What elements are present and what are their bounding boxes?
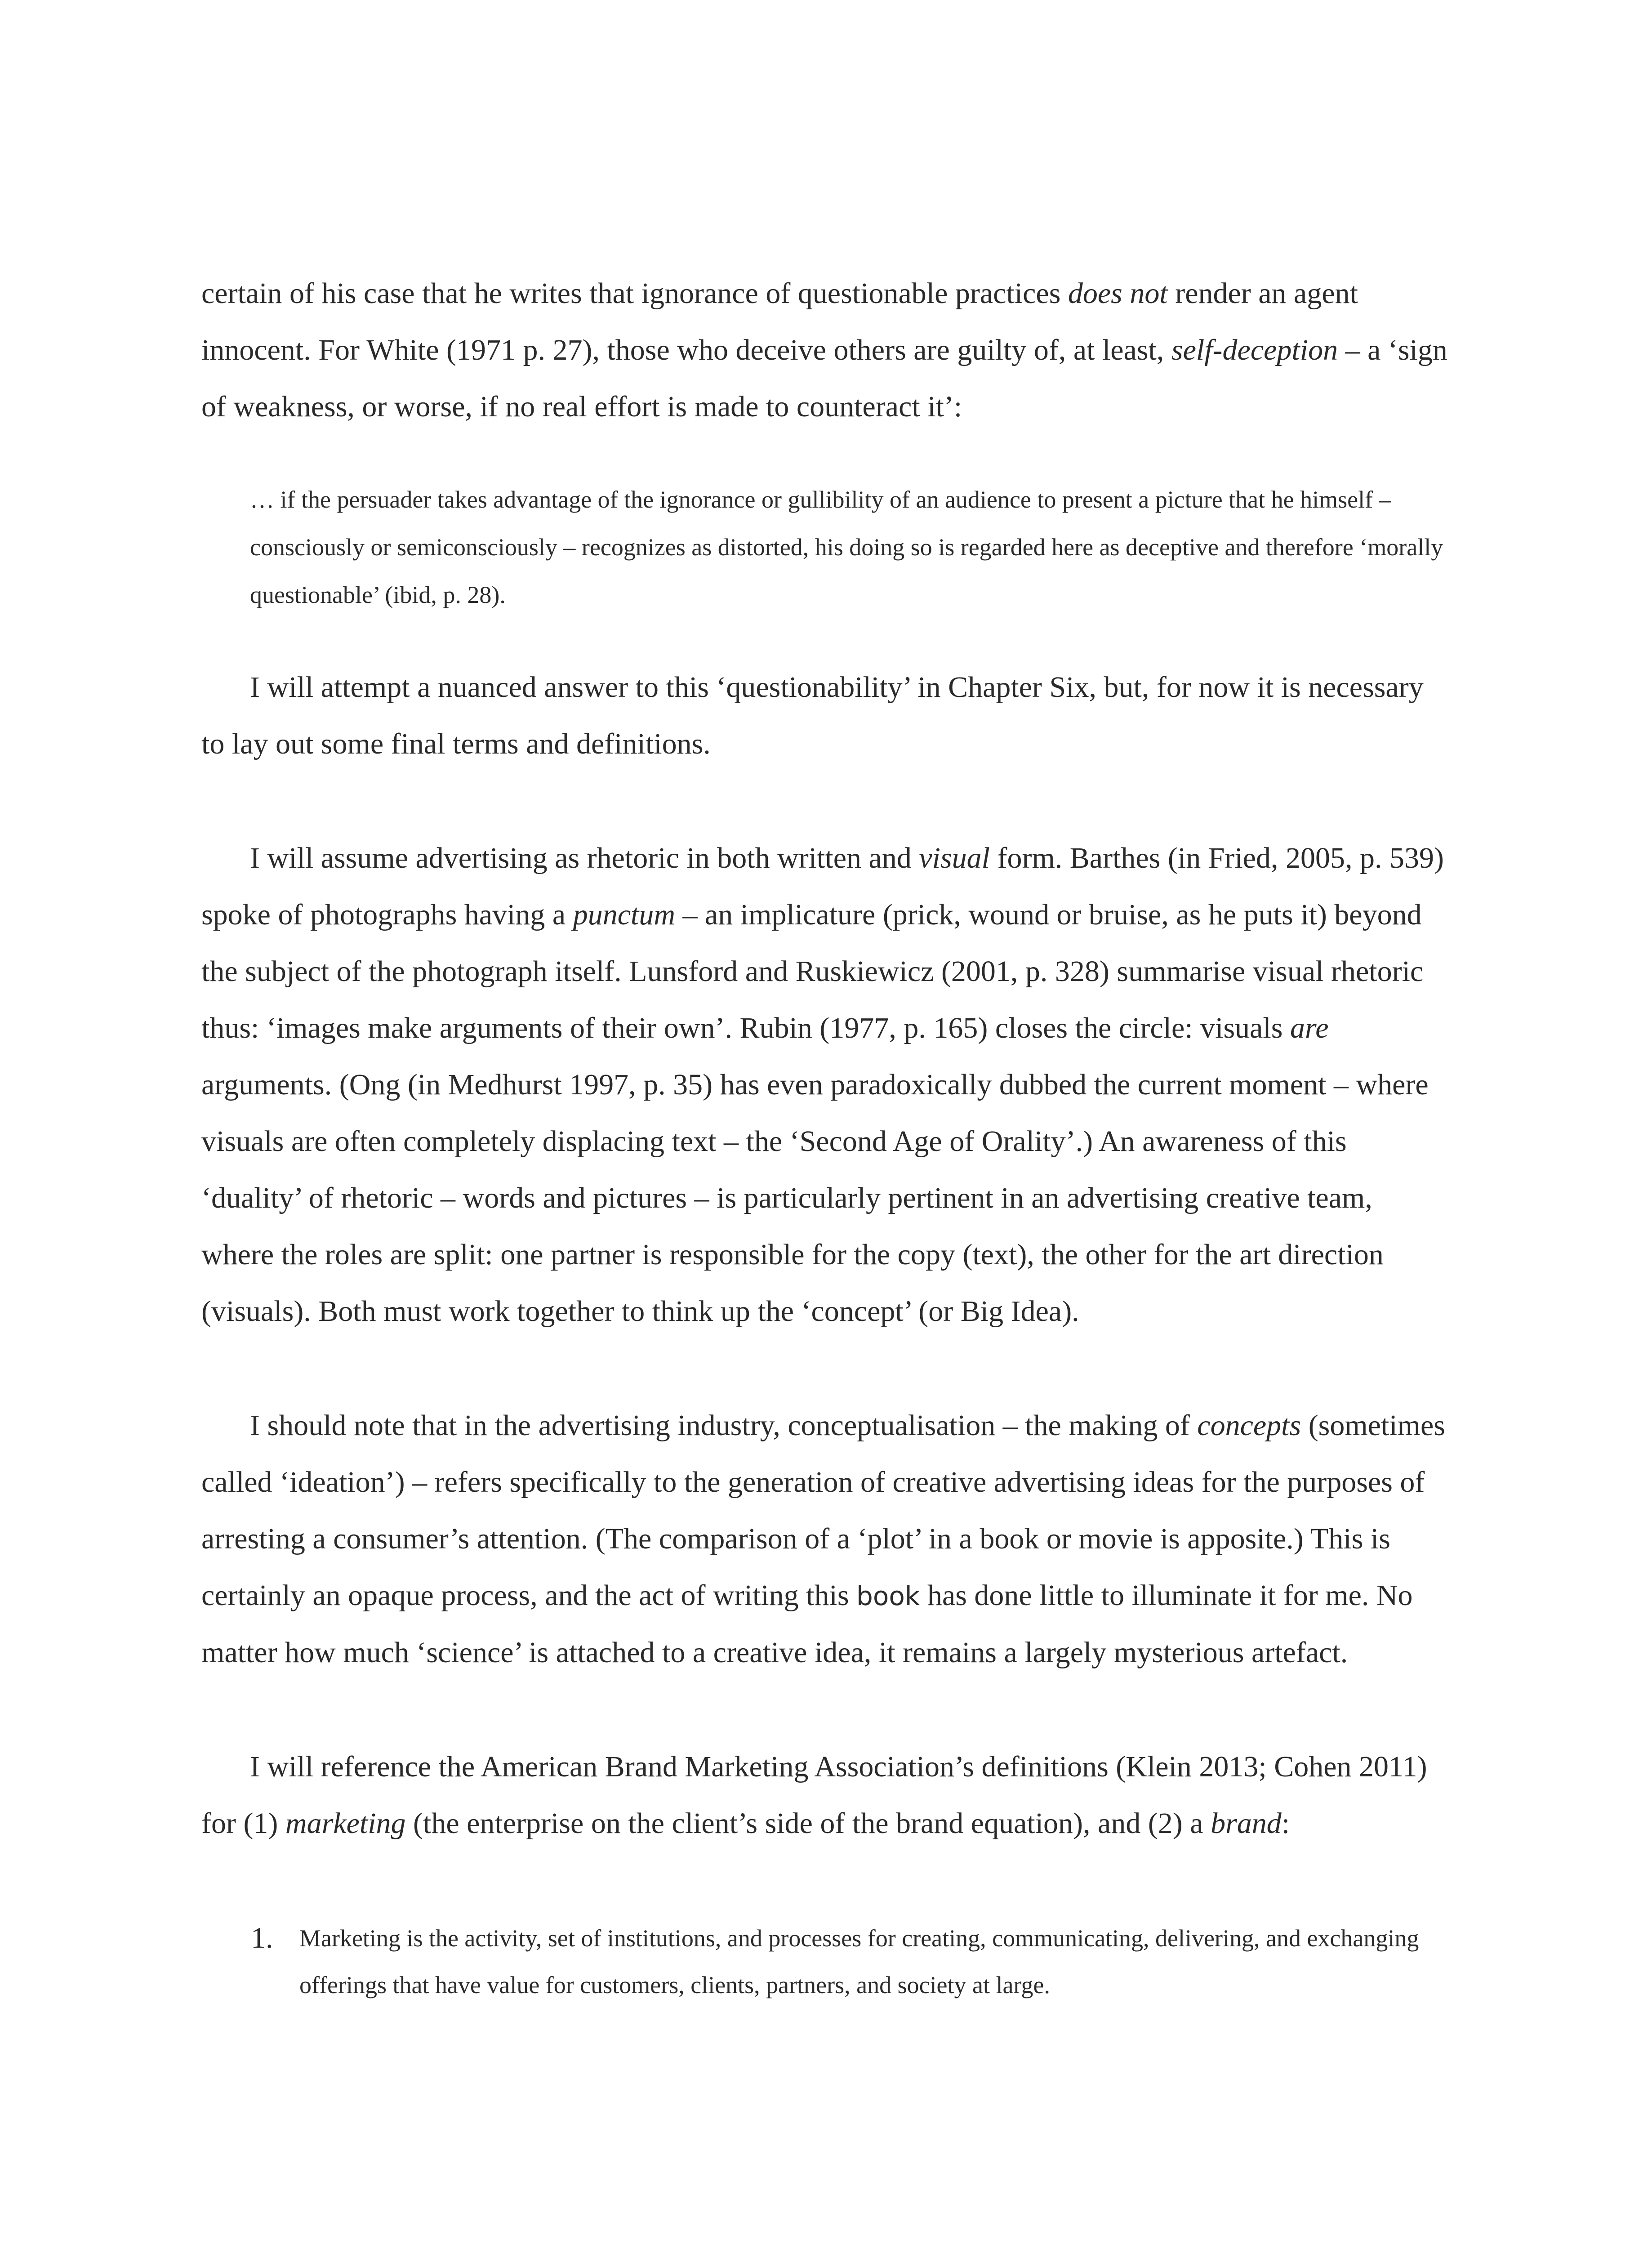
document-page xyxy=(201,265,1451,2008)
emphasis-punctum: punctum xyxy=(573,898,675,931)
paragraph-4-text-c: (sometimes called ‘ideation’) – refers specifically to the generation of creative advertising ideas for the purposes of arresting a consumer’s attention. (The comparison of a ‘plot’ in a book or movie is apposite.) This is certainly an opaque process, and the act of writing this xyxy=(201,1409,1445,1612)
paragraph-3-text-c: form. Barthes (in Fried, 2005, p. 539) spoke of photographs having a xyxy=(201,842,1444,931)
paragraph-4 xyxy=(201,1397,1451,1681)
paragraph-2: I will attempt a nuanced answer to this ‘questionability’ in Chapter Six, but, for now it is necessary to lay out some final terms and definitions. xyxy=(201,671,1424,760)
paragraph-3-text-e: – an implicature (prick, wound or bruise, as he puts it) beyond the subject of the photograph itself. Lunsford and Ruskiewicz (2001, p. 328) summarise visual rhetoric thus: ‘images make arguments of their own’. Rubin (1977, p. 165) closes the circle: visuals xyxy=(201,898,1424,1044)
list-item xyxy=(251,1915,1451,2008)
paragraph-1-text-c: render an agent innocent. For White (1971 p. 27), those who deceive others are guilty of, at least, xyxy=(201,277,1358,366)
paragraph-5-text-e: : xyxy=(1281,1807,1290,1840)
emphasis-self-deception: self-deception xyxy=(1171,334,1338,366)
emphasis-does-not: does not xyxy=(1068,277,1168,310)
paragraph-1-text-a: certain of his case that he writes that ignorance of questionable practices xyxy=(201,277,1068,310)
paragraph-5-text-a: I will reference the American Brand Marketing Association’s definitions (Klein 2013; Cohen 2011) for (1) xyxy=(201,1750,1427,1840)
paragraph-3 xyxy=(201,830,1451,1340)
list-item-number: 1. xyxy=(251,1922,273,1954)
emphasis-concepts: concepts xyxy=(1197,1409,1301,1442)
paragraph-4-text-a: I should note that in the advertising industry, conceptualisation – the making of xyxy=(250,1409,1198,1442)
paragraph-1 xyxy=(201,265,1451,435)
word-book: book xyxy=(856,1581,920,1611)
list-item-text: Marketing is the activity, set of institutions, and processes for creating, communicating, delivering, and exchanging offerings that have value for customers, clients, partners, and society at large. xyxy=(299,1925,1419,1998)
paragraph-1-text-e: – a ‘sign of weakness, or worse, if no real effort is made to counteract it’: xyxy=(201,334,1447,423)
emphasis-brand: brand xyxy=(1211,1807,1282,1840)
paragraph-5-text-c: (the enterprise on the client’s side of the brand equation), and (2) a xyxy=(405,1807,1211,1840)
emphasis-are: are xyxy=(1290,1012,1329,1044)
paragraph-3-text-a: I will assume advertising as rhetoric in both written and xyxy=(250,842,919,874)
emphasis-visual: visual xyxy=(919,842,990,874)
paragraph-5 xyxy=(201,1739,1451,1852)
emphasis-marketing: marketing xyxy=(285,1807,406,1840)
paragraph-3-text-g: arguments. (Ong (in Medhurst 1997, p. 35) has even paradoxically dubbed the current moment – where visuals are often completely displacing text – the ‘Second Age of Orality’.) An awareness of this ‘duality’ of rhetoric – words and pictures – is particularly pertinent in an advertising creative team, where the roles are split: one partner is responsible for the copy (text), the other for the art direction (visuals). Both must work together to think up the ‘concept’ (or Big Idea). xyxy=(201,1068,1429,1328)
block-quote: … if the persuader takes advantage of the ignorance or gullibility of an audience to present a picture that he himself – consciously or semiconsciously – recognizes as distorted, his doing so is regarded here as deceptive and therefore ‘morally questionable’ (ibid, p. 28). xyxy=(250,486,1443,608)
paragraph-4-text-e: has done little to illuminate it for me. No matter how much ‘science’ is attached to a creative idea, it remains a largely mysterious artefact. xyxy=(201,1579,1413,1669)
